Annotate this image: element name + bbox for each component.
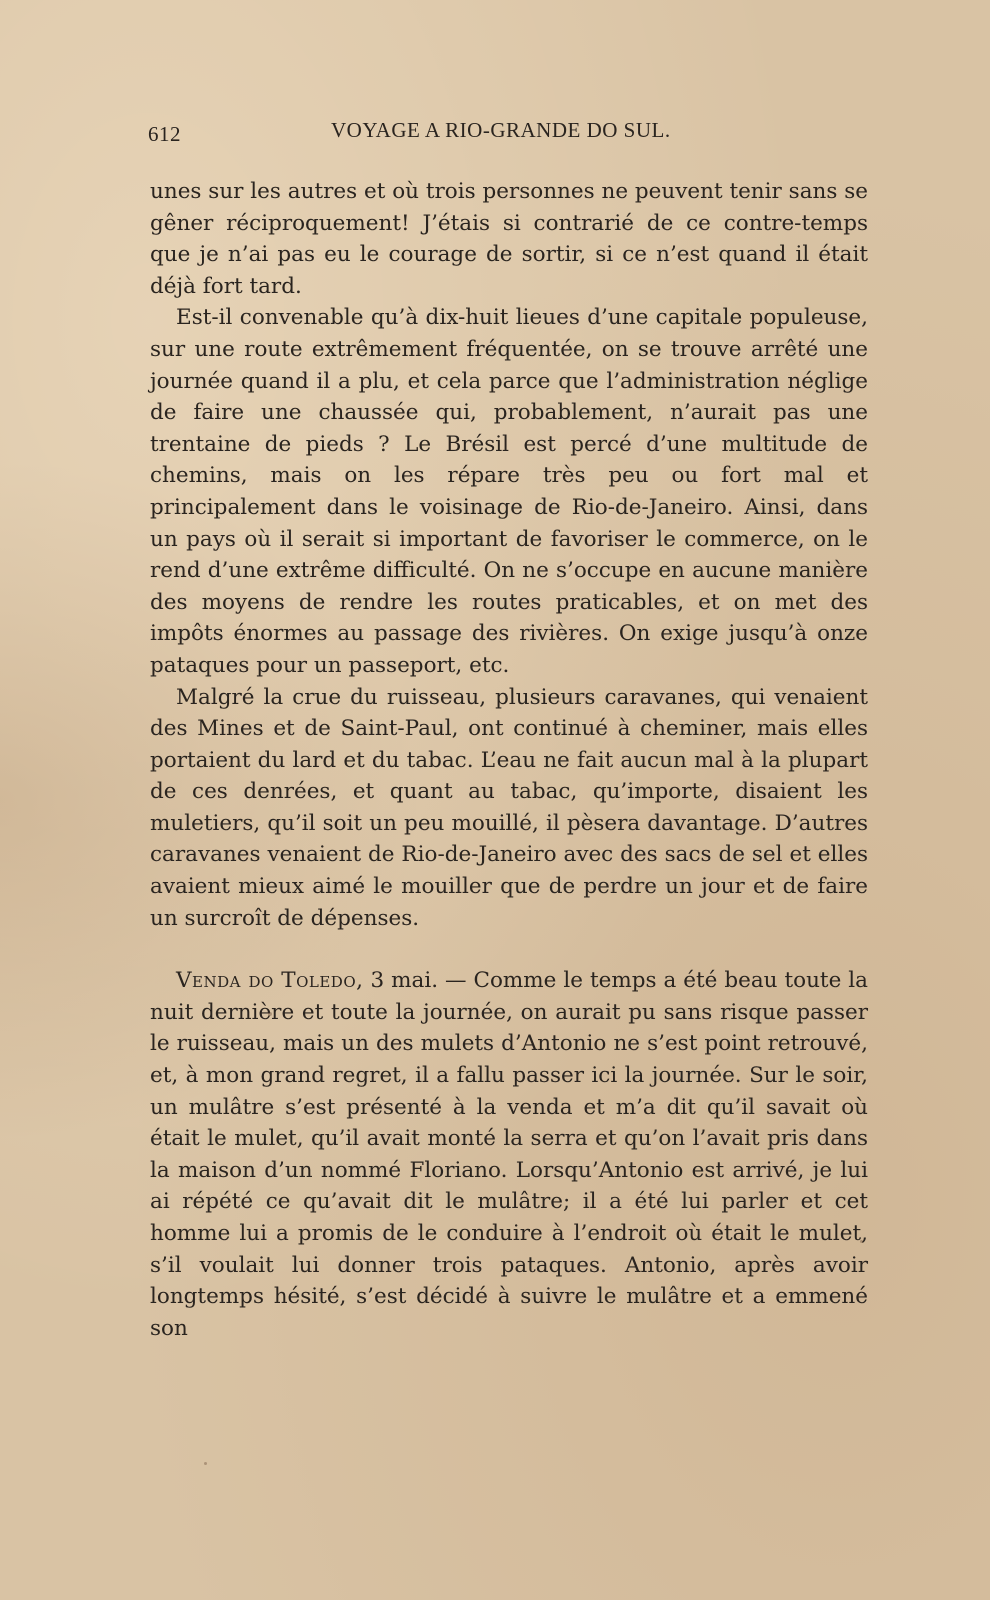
page-number: 612 [148,122,181,146]
entry-location: Venda do Toledo, [176,968,364,994]
journal-entry [150,965,868,1344]
entry-date: 3 mai. [370,968,439,994]
paragraph-caravans: Malgré la crue du ruisseau, plusieurs caravanes, qui venaient des Mines et de Saint-Paul, ont continué à cheminer, mais elles portaient du lard et du tabac. L’eau ne fait aucun mal à la plupart de ces denrées, et quant au tabac, qu’importe, disaient les muletiers, qu’il soit un peu mouillé, il pèsera davantage. D’autres caravanes venaient de Rio-de-Janeiro avec des sacs de sel et elles avaient mieux aimé le mouiller que de perdre un jour et de faire un surcroît de dépenses. [150,684,868,931]
paper-speck [204,1462,207,1465]
entry-text: — Comme le temps a été beau toute la nuit dernière et toute la journée, on aurait pu sans risque passer le ruisseau, mais un des mulets d’Antonio ne s’est point retrouvé, et, à mon grand regret, il a fallu passer ici la journée. Sur le soir, un mulâtre s’est présenté à la venda et m’a dit qu’il savait où était le mulet, qu’il avait monté la serra et qu’on l’avait pris dans la maison d’un nommé Floriano. Lorsqu’Antonio est arrivé, je lui ai répété ce qu’avait dit le mulâtre; il a été lui parler et cet homme lui a promis de le conduire à l’endroit où était le mulet, s’il voulait lui donner trois pataques. Antonio, après avoir longtemps hésité, s’est décidé à suivre le mulâtre et a emmené son [150,968,868,1341]
paragraph-continued: unes sur les autres et où trois personnes ne peuvent tenir sans se gêner réciproquement! J’étais si contrarié de ce contre-temps que je n’ai pas eu le courage de sortir, si ce n’est quand il était déjà fort tard. [150,179,868,299]
paper-speck [860,1240,863,1243]
running-title: VOYAGE A RIO-GRANDE DO SUL. [331,118,671,142]
body-text [150,176,868,1344]
paper-speck [268,1012,272,1016]
paragraph-roads: Est-il convenable qu’à dix-huit lieues d’une capitale populeuse, sur une route extrêmement fréquentée, on se trouve arrêté une journée quand il a plu, et cela parce que l’administration néglige de faire une chaussée qui, probablement, n’aurait pas une trentaine de pieds ? Le Brésil est percé d’une multitude de chemins, mais on les répare très peu ou fort mal et principalement dans le voisinage de Rio-de-Janeiro. Ainsi, dans un pays où il serait si important de favoriser le commerce, on le rend d’une extrême difficulté. On ne s’occupe en aucune manière des moyens de rendre les routes praticables, et on met des impôts énormes au passage des rivières. On exige jusqu’à onze pataques pour un passeport, etc. [150,305,868,678]
running-head [148,118,863,148]
